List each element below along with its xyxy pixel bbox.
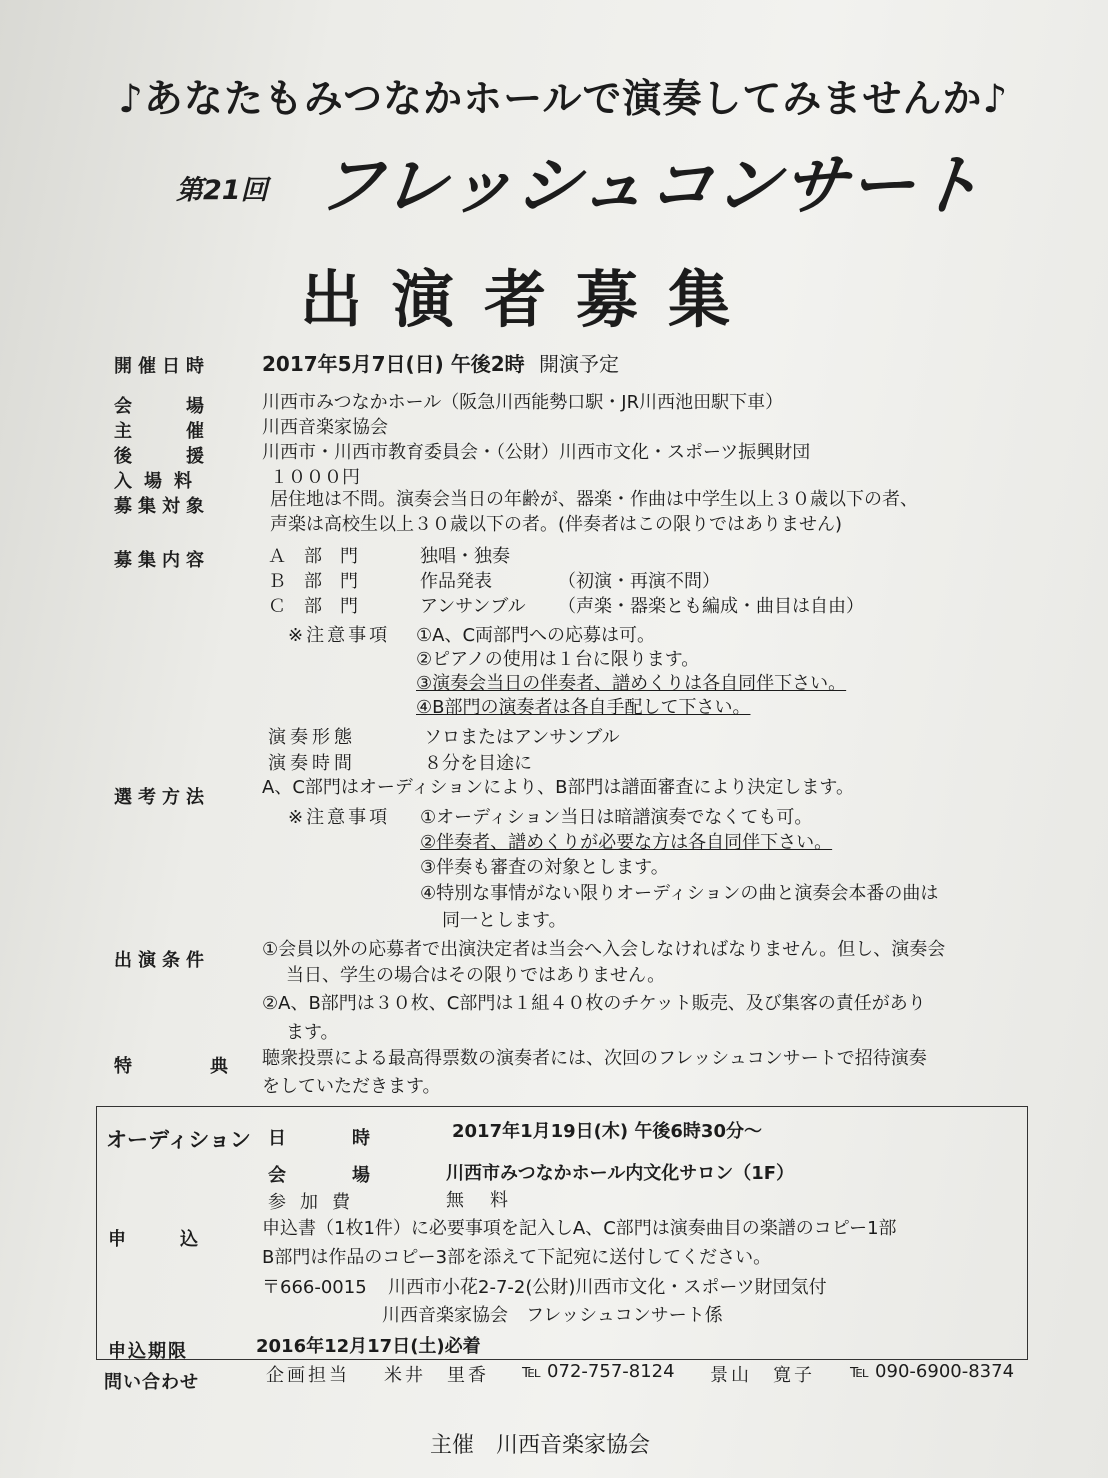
audition-date-label: 日 時 — [268, 1128, 380, 1149]
audition-fee-label: 参加費 — [268, 1192, 364, 1213]
time-value: ８分を目途に — [424, 753, 532, 774]
audition-title: オーディション — [106, 1128, 251, 1152]
support-value: 川西市・川西市教育委員会・（公財）川西市文化・スポーツ振興財団 — [262, 442, 811, 463]
deadline-label: 申込期限 — [108, 1341, 188, 1362]
recruitment-title: 出演者募集 — [300, 263, 761, 336]
form-label: 演奏形態 — [268, 727, 356, 748]
conditions-line-2: 当日、学生の場合はその限りではありません。 — [286, 965, 666, 986]
edition-number: 第21回 — [176, 175, 268, 206]
contact-person-1: 米井 里香 — [384, 1365, 489, 1386]
date-note: 開演予定 — [539, 352, 620, 376]
conditions-line-1: ①会員以外の応募者で出演決定者は当会へ入会しなければなりません。但し、演奏会 — [262, 939, 946, 960]
form-value: ソロまたはアンサンブル — [424, 727, 620, 748]
conditions-line-3: ②A、B部門は３０枚、C部門は１組４０枚のチケット販売、及び集客の責任があり — [262, 993, 926, 1014]
selection-note-1: ①オーディション当日は暗譜演奏でなくても可。 — [420, 807, 813, 828]
selection-note-2: ②伴奏者、譜めくりが必要な方は各自同伴下さい。 — [420, 832, 833, 853]
target-label: 募集対象 — [114, 496, 210, 517]
organizer-label: 主 催 — [114, 421, 222, 442]
footer-organizer: 主催 川西音楽家協会 — [430, 1433, 651, 1458]
division-a-name: Ａ 部 門 — [268, 546, 358, 567]
division-b-desc: 作品発表 — [420, 571, 492, 592]
benefit-line-1: 聴衆投票による最高得票数の演奏者には、次回のフレッシュコンサートで招待演奏 — [262, 1048, 927, 1069]
division-b-name: Ｂ 部 門 — [268, 571, 358, 592]
division-a-desc: 独唱・独奏 — [420, 546, 510, 567]
apply-postal: 〒666-0015 — [262, 1277, 367, 1298]
apply-address: 川西市小花2-7-2(公財)川西市文化・スポーツ財団気付 — [388, 1277, 827, 1298]
content-note-3: ③演奏会当日の伴奏者、譜めくりは各自同伴下さい。 — [416, 673, 847, 694]
selection-note-4: ④特別な事情がない限りオーディションの曲と演奏会本番の曲は — [420, 883, 939, 904]
apply-line-2: B部門は作品のコピー3部を添えて下記宛に送付してください。 — [262, 1247, 772, 1268]
target-line-1: 居住地は不問。演奏会当日の年齢が、器楽・作曲は中学生以上３０歳以下の者、 — [270, 489, 918, 510]
division-c-note: （声楽・器楽とも編成・曲目は自由） — [558, 596, 864, 617]
concert-title: フレッシュコンサート — [313, 147, 987, 224]
apply-recipient: 川西音楽家協会 フレッシュコンサート係 — [382, 1305, 723, 1326]
division-c-desc: アンサンブル — [420, 596, 526, 617]
selection-label: 選考方法 — [114, 787, 210, 808]
conditions-label: 出演条件 — [114, 950, 210, 971]
contact-person-2: 景山 寛子 — [710, 1365, 815, 1386]
selection-notes-label: ※注意事項 — [288, 807, 391, 828]
tagline: ♪あなたもみつなかホールで演奏してみませんか♪ — [118, 77, 1009, 122]
date-label: 開催日時 — [114, 356, 210, 377]
apply-label: 申 込 — [108, 1229, 216, 1250]
fee-value: １０００円 — [270, 467, 360, 488]
venue-value: 川西市みつなかホール（阪急川西能勢口駅・JR川西池田駅下車） — [262, 392, 784, 413]
support-label: 後 援 — [114, 446, 222, 467]
time-label: 演奏時間 — [268, 753, 356, 774]
apply-line-1: 申込書（1枚1件）に必要事項を記入しA、C部門は演奏曲目の楽譜のコピー1部 — [262, 1218, 897, 1239]
date-value-text: 2017年5月7日(日) 午後2時 — [262, 352, 525, 376]
division-b-note: （初演・再演不問） — [558, 571, 720, 592]
contact-label: 問い合わせ — [104, 1372, 199, 1393]
date-value — [262, 348, 619, 377]
content-note-1: ①A、C両部門への応募は可。 — [416, 625, 656, 646]
deadline-value: 2016年12月17日(土)必着 — [256, 1336, 481, 1357]
selection-note-3: ③伴奏も審査の対象とします。 — [420, 857, 669, 878]
content-note-2: ②ピアノの使用は１台に限ります。 — [416, 649, 700, 670]
venue-label: 会 場 — [114, 396, 222, 417]
audition-venue-value: 川西市みつなかホール内文化サロン（1F） — [446, 1163, 795, 1184]
division-c-name: Ｃ 部 門 — [268, 596, 358, 617]
audition-fee-value: 無 料 — [446, 1190, 512, 1211]
audition-date-value: 2017年1月19日(木) 午後6時30分～ — [452, 1121, 762, 1142]
organizer-value: 川西音楽家協会 — [262, 417, 388, 438]
content-note-4: ④B部門の演奏者は各自手配して下さい。 — [416, 697, 751, 718]
target-line-2: 声楽は高校生以上３０歳以下の者。(伴奏者はこの限りではありません) — [270, 514, 843, 535]
selection-value: A、C部門はオーディションにより、B部門は譜面審査により決定します。 — [262, 777, 854, 798]
contact-tel-1: ℡ 072-757-8124 — [522, 1361, 675, 1382]
benefit-label: 特 典 — [114, 1056, 258, 1077]
fee-label: 入場料 — [114, 471, 204, 492]
contact-role: 企画担当 — [266, 1365, 350, 1386]
content-label: 募集内容 — [114, 550, 210, 571]
conditions-line-4: ます。 — [286, 1022, 339, 1043]
benefit-line-2: をしていただきます。 — [262, 1076, 441, 1097]
contact-tel-2: ℡ 090-6900-8374 — [850, 1361, 1015, 1382]
audition-venue-label: 会 場 — [268, 1165, 380, 1186]
selection-note-4-cont: 同一とします。 — [442, 910, 567, 931]
content-notes-label: ※注意事項 — [288, 625, 391, 646]
